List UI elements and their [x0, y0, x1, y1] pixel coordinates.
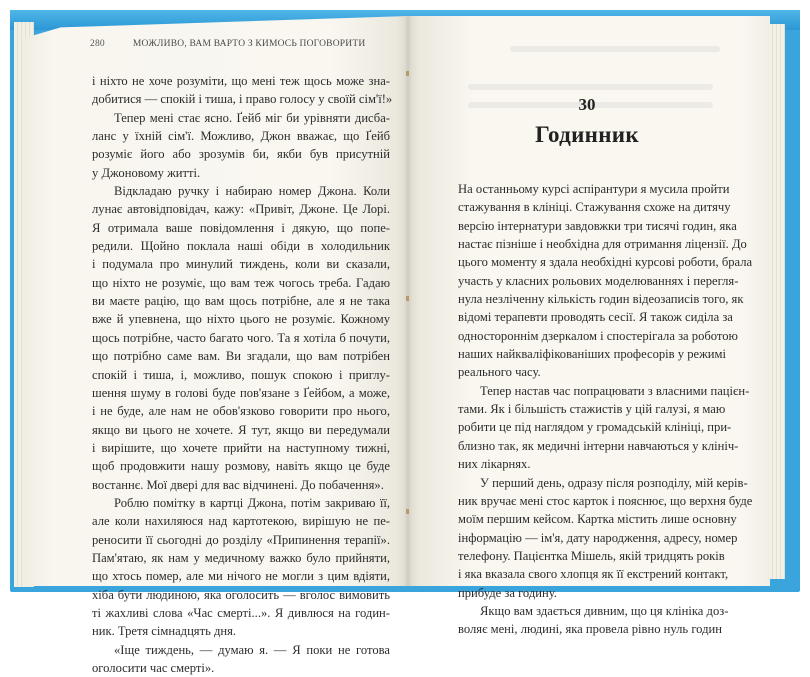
paragraph [92, 182, 390, 494]
text-line: і вирішите, що хочете прийти на наступному тижні, [92, 440, 390, 455]
text-line: спокій і тиша, і, можливо, пошук спокою і приглу- [92, 367, 390, 382]
right-page-body [458, 180, 753, 639]
running-head-title: МОЖЛИВО, ВАМ ВАРТО З КИМОСЬ ПОГОВОРИТИ [132, 39, 366, 49]
binding-stitch [406, 509, 409, 514]
paragraph [92, 494, 390, 641]
text-line: Тепер мені стає ясно. Ґейб міг би урівняти дисба- [114, 110, 390, 125]
text-line: що потрібно саме вам. Ви згадали, що вам потрібен [92, 349, 390, 364]
text-line: і не буде, але нам не обов'язково говорити про нього, [92, 404, 390, 419]
text-line: що ніхто не розуміє, що вам теж чогось треба. Гадаю [92, 275, 390, 290]
text-line: і ніхто не хоче розуміти, що мені теж щось може зна- [92, 74, 390, 88]
text-line: востаннє. Мої двері для вас відчинені. До побачення». [92, 477, 384, 492]
text-line: близно так, як медичні інтерни навчаються у клініч- [458, 438, 739, 453]
text-line: Я отримала ваше повідомлення і дякую, що попе- [92, 220, 390, 235]
paragraph [458, 474, 753, 602]
text-line: реносити її сьогодні до розділу «Припинення терапії». [92, 532, 390, 547]
text-line: і подумала про минулий тиждень, коли ви сказали, [92, 257, 390, 272]
text-line: вже й упевнена, що ніхто цього не розуміє. Кожному [92, 312, 390, 327]
paragraph [92, 641, 390, 677]
text-line: моїм першим кейсом. Картка містить лише основну [458, 512, 737, 527]
text-line: прибуде за годину. [458, 585, 557, 600]
text-line: Відкладаю ручку і набираю номер Джона. Коли [114, 184, 390, 199]
binding-stitch [406, 296, 409, 301]
text-line: версію інтернатури завдовжки три тисячі годин, яка [458, 218, 737, 233]
book-gutter [404, 16, 412, 586]
paragraph [458, 382, 750, 474]
chapter-number: 30 [578, 95, 596, 114]
text-line: що хтось помер, але ми нічого не могли з цим вдіяти, [92, 569, 390, 584]
text-line: ник вручає мені стос карток і пояснює, що верхня буде [458, 493, 753, 508]
text-line: них лікарнях. [458, 457, 531, 472]
text-line: і яка вказала свого хлопця як її екстрений контакт, [458, 567, 729, 582]
text-line: оголосити час смерті». [92, 661, 215, 675]
paragraph [458, 180, 753, 382]
text-line: настає пізніше і необхідна для отримання ліцензії. До [458, 237, 747, 252]
text-line: якщо ви цього не хочете. Я тут, якщо ви передумали [92, 422, 390, 437]
text-line: цього моменту я здала необхідні курсові роботи, брала [458, 255, 753, 270]
text-line: нула незліченну кількість годин відеозаписів того, як [458, 292, 744, 307]
text-line: ник. Третя сімнадцять дня. [92, 624, 237, 639]
text-line: шення шуму в голові буде пов'язане з Ґейбом, а може, [92, 385, 390, 400]
text-line: ланс у їхній сім'ї. Можливо, Джон вважає, що Ґейб [92, 129, 390, 144]
text-line: ви маєте рацію, що вам щось потрібне, але я не така [92, 294, 390, 309]
text-line: розуміє його або зрозумів би, якби був присутній [92, 147, 390, 162]
left-page-body [92, 72, 393, 677]
text-line: наших найкваліфікованіших професорів у режимі [458, 347, 727, 362]
running-head [90, 39, 390, 49]
text-line: відомі терапевти проводять сесії. Я також сиділа за [458, 310, 733, 325]
paragraph [92, 109, 390, 182]
paragraph [92, 72, 393, 109]
text-line: участь у класних рольових моделюваннях і перегля- [458, 273, 739, 288]
text-line: хіба бути людиною, яка оголосить — вголос вимовить [92, 587, 390, 602]
text-line: робити це під наглядом у громадській клініці, при- [458, 420, 732, 435]
text-line: Тепер настав час попрацювати з власними пацієн- [480, 383, 750, 398]
text-line: Пам'ятаю, як нам у медичному важко було прийняти, [92, 550, 390, 565]
text-line: «Іще тиждень, — думаю я. — Я поки не готова [114, 642, 390, 657]
text-line: ті жахливі слова «Час смерті...». Я дивлюся на годин- [92, 605, 390, 620]
text-line: але коли нахиляюся над картотекою, вирішую не пе- [92, 514, 390, 529]
text-line: інформацію — ім'я, дату народження, адресу, номер [458, 530, 738, 545]
text-line: телефону. Пацієнтка Мішель, якій тридцять років [458, 548, 725, 563]
text-line: щось потрібне, часто багато чого. Та я хотіла б почути, [92, 330, 390, 345]
text-line: щоб продовжити нашу розмову, навіть якщо це буде [92, 459, 390, 474]
text-line: редили. Щойно поклала наші обіди в холодильник [92, 239, 390, 254]
text-line: Якщо вам здається дивним, що ця клініка доз- [480, 603, 729, 618]
text-line: Роблю помітку в картці Джона, потім закриваю її, [114, 495, 390, 510]
text-line: лунає автовідповідач, кажу: «Привіт, Джоне. Це Лорі. [92, 202, 390, 217]
text-line: стажування в клініці. Стажування схоже на дитячу [458, 200, 731, 215]
binding-stitch [406, 71, 409, 76]
text-line: одностороннім дзеркалом і спостерігала за роботою [458, 328, 738, 343]
text-line: у Джоновому житті. [92, 165, 201, 180]
text-line: У перший день, одразу після розподілу, мій керів- [480, 475, 748, 490]
show-through-text [510, 46, 720, 52]
text-line: добитися — спокій і тиша, і право голосу у своїй сім'ї!» [92, 92, 393, 107]
text-line: реального часу. [458, 365, 541, 380]
text-line: На останньому курсі аспірантури я мусила пройти [458, 182, 730, 196]
page-number: 280 [90, 39, 105, 49]
show-through-text [468, 84, 713, 90]
text-line: воляє мені, людині, яка провела рівно нуль годин [458, 622, 722, 637]
text-line: тами. Як і більшість стажистів у цій галузі, я маю [458, 402, 726, 417]
paragraph [458, 602, 729, 639]
chapter-title: Годинник [535, 122, 639, 147]
